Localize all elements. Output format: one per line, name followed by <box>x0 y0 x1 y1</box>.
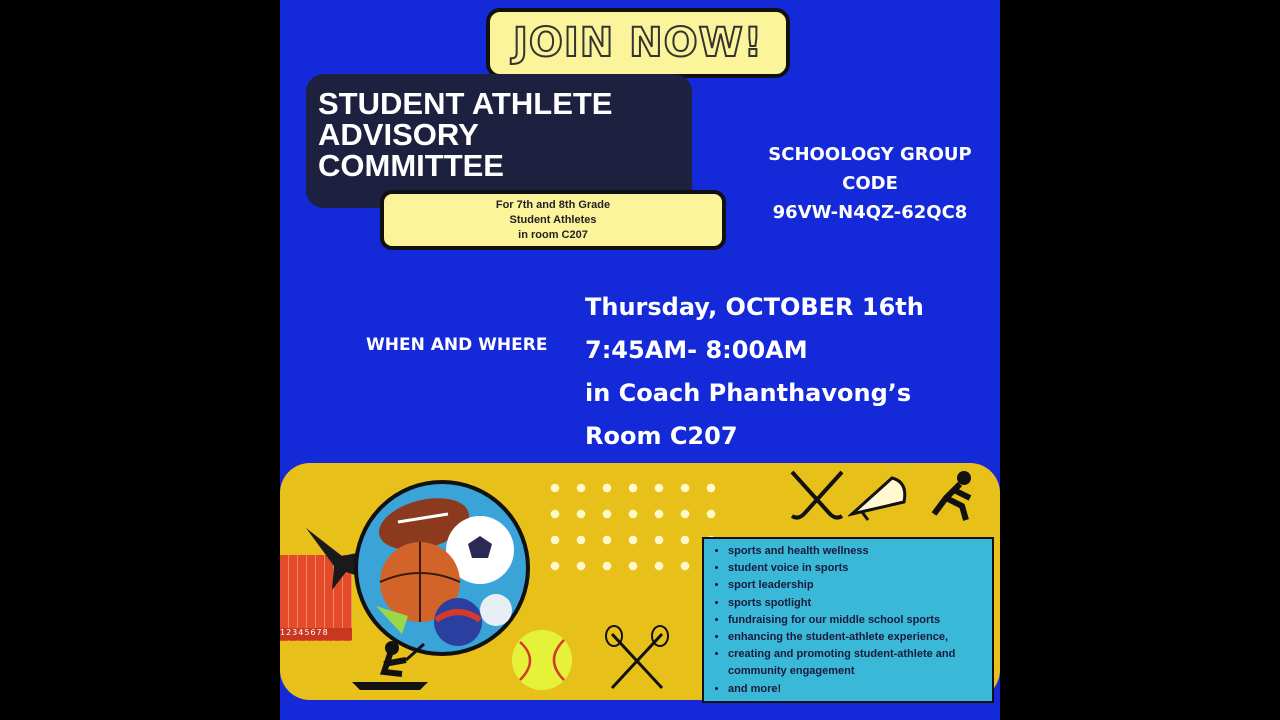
list-item: • creating and promoting student-athlete and community engagement <box>728 646 988 680</box>
event-location: in Coach Phanthavong’s <box>585 379 912 407</box>
topics-list <box>710 543 988 698</box>
event-room: Room C207 <box>585 422 738 450</box>
track-lane-numbers: 12345678 <box>280 628 352 640</box>
flyer-poster <box>280 0 1000 720</box>
event-details <box>585 286 924 458</box>
event-time: 7:45AM- 8:00AM <box>585 336 808 364</box>
committee-title <box>318 88 678 181</box>
title-line: STUDENT ATHLETE <box>318 86 613 121</box>
football-player-icon <box>926 468 982 524</box>
list-item: • fundraising for our middle school sports <box>728 612 988 629</box>
sports-balls-icon <box>358 484 526 652</box>
title-box <box>306 74 692 208</box>
grade-line: in room C207 <box>518 228 588 241</box>
softball-icon <box>510 628 574 692</box>
megaphone-icon <box>848 468 910 524</box>
title-line: COMMITTEE <box>318 148 504 183</box>
grade-line: Student Athletes <box>509 213 597 226</box>
rower-icon <box>350 638 430 694</box>
grade-info-box <box>380 190 726 250</box>
grade-line: For 7th and 8th Grade <box>495 198 611 211</box>
schoology-code-block <box>750 140 990 227</box>
list-item: • sport leadership <box>728 577 988 594</box>
schoology-line: CODE <box>842 173 898 194</box>
list-item: • enhancing the student-athlete experience, <box>728 629 988 646</box>
list-item: • sports and health wellness <box>728 543 988 560</box>
event-date: Thursday, OCTOBER 16th <box>585 293 924 321</box>
join-now-text: JOIN NOW! <box>512 20 763 66</box>
when-where-label: WHEN AND WHERE <box>366 335 548 355</box>
list-item: • student voice in sports <box>728 560 988 577</box>
title-line: ADVISORY <box>318 117 479 152</box>
topics-list-box <box>702 537 994 703</box>
hockey-sticks-icon <box>786 468 848 526</box>
decorative-dots <box>542 475 722 575</box>
list-item: • sports spotlight <box>728 595 988 612</box>
schoology-line: SCHOOLOGY GROUP <box>768 144 972 165</box>
schoology-code: 96VW-N4QZ-62QC8 <box>772 202 968 223</box>
join-now-banner <box>486 8 790 78</box>
list-item: • and more! <box>728 681 988 698</box>
lacrosse-sticks-icon <box>602 624 672 694</box>
